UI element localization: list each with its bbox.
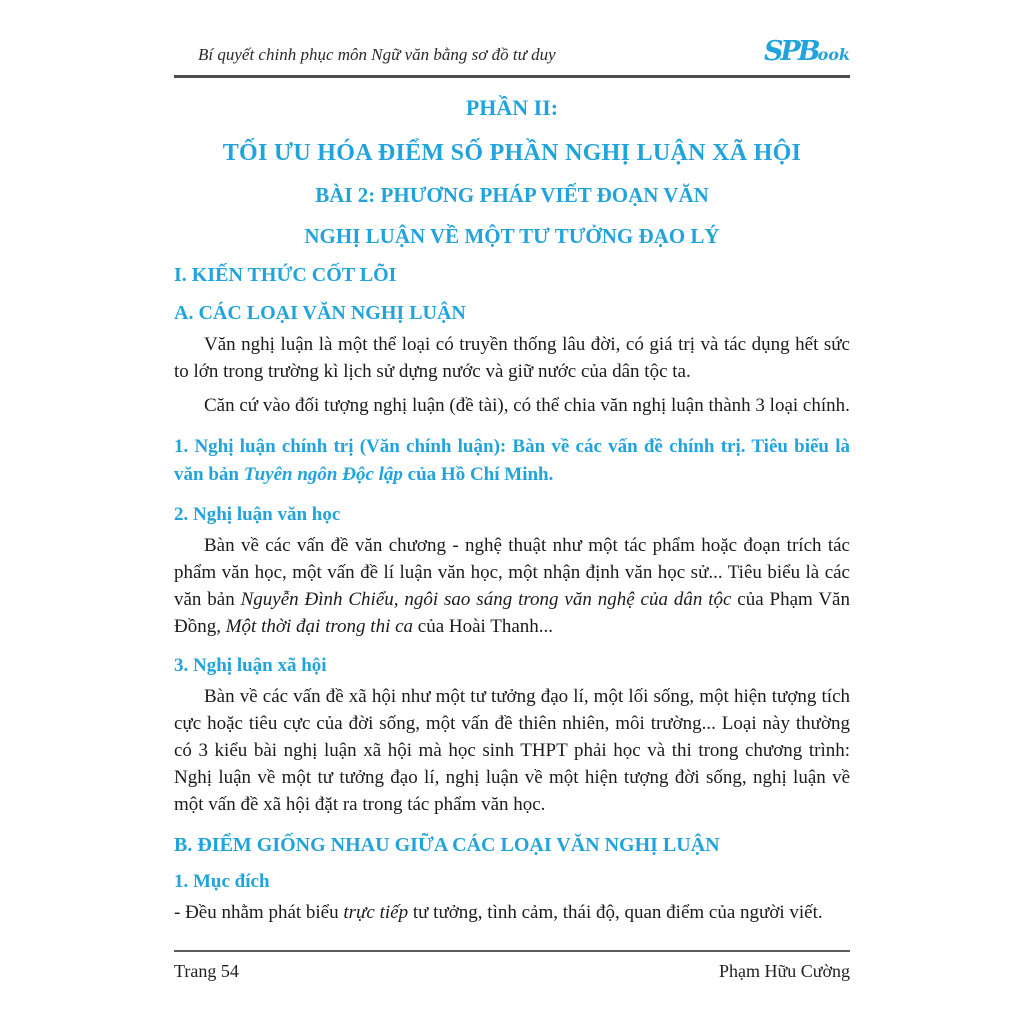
item2-text-mid: của Phạm Văn Đồng, [174, 588, 850, 637]
mucdich-emphasis: trực tiếp [343, 901, 409, 923]
item1-text-end: của Hồ Chí Minh. [402, 464, 554, 486]
sub-heading-muc-dich: 1. Mục đích [174, 870, 270, 892]
item1-work-title: Tuyên ngôn Độc lập [243, 464, 403, 486]
section-heading-b: B. ĐIỂM GIỐNG NHAU GIỮA CÁC LOẠI VĂN NGHỊ LUẬN [174, 833, 720, 856]
list-item-3-heading: 3. Nghị luận xã hội [174, 654, 327, 676]
muc-dich-body [174, 900, 850, 927]
page-header [174, 38, 850, 78]
list-item-3-body: Bàn về các vấn đề xã hội như một tư tưởng đạo lí, một lối sống, một hiện tượng tích cực hoặc tiêu cực của đời sống, một vấn đề thiên nhiên, môi trường... Loại này thường có 3 kiểu bài nghị luận xã hội mà học sinh THPT phải học và thi trong chương trình: Nghị luận về một tư tưởng đạo lí, nghị luận về một hiện tượng đời sống, nghị luận về một vấn đề xã hội đặt ra trong tác phẩm văn học. [174, 685, 850, 815]
spbook-logo-main: SPB [763, 36, 818, 67]
list-item-2-body [174, 533, 850, 641]
page-content [174, 0, 850, 950]
mucdich-text: - Đều nhằm phát biểu [174, 901, 344, 923]
spbook-logo-suffix: ook [817, 45, 850, 64]
page-number: Trang 54 [174, 961, 239, 981]
page-footer [174, 950, 850, 982]
part-title: TỐI ƯU HÓA ĐIỂM SỐ PHẦN NGHỊ LUẬN XÃ HỘI [222, 140, 802, 166]
part-label: PHẦN II: [465, 95, 559, 120]
mucdich-text-end: tư tưởng, tình cảm, thái độ, quan điểm của người viết. [408, 901, 823, 923]
author-name: Phạm Hữu Cường [718, 961, 850, 981]
page-footer-wrap [174, 950, 850, 1024]
section-heading-a: A. CÁC LOẠI VĂN NGHỊ LUẬN [174, 302, 466, 324]
item1-text: 1. Nghị luận chính trị (Văn chính luận): Bàn về các vấn đề chính trị. Tiêu biểu là văn bản [174, 435, 850, 486]
lesson-title-line1: BÀI 2: PHƯƠNG PHÁP VIẾT ĐOẠN VĂN [315, 183, 709, 207]
running-header-title: Bí quyết chinh phục môn Ngữ văn bằng sơ đồ tư duy [198, 45, 556, 64]
section-heading-i: I. KIẾN THỨC CỐT LÕI [174, 264, 397, 286]
item2-work-title-1: Nguyễn Đình Chiểu, ngôi sao sáng trong văn nghệ của dân tộc [240, 588, 732, 610]
lesson-title-line2: NGHỊ LUẬN VỀ MỘT TƯ TƯỞNG ĐẠO LÝ [304, 224, 720, 248]
item2-work-title-2: Một thời đại trong thi ca [225, 615, 414, 637]
paragraph-can-cu: Căn cứ vào đối tượng nghị luận (đề tài), có thể chia văn nghị luận thành 3 loại chính. [204, 394, 850, 416]
item2-text: Bàn về các vấn đề văn chương - nghệ thuật như một tác phẩm hoặc đoạn trích tác phẩm văn học, một vấn đề lí luận văn học, một nhận định văn học sử... Tiêu biểu là các văn bản [174, 534, 850, 610]
item2-text-end: của Hoài Thanh... [413, 615, 554, 637]
title-block [174, 95, 850, 249]
list-item-1-nghi-luan-chinh-tri [174, 433, 850, 490]
paragraph-van-nghi-luan: Văn nghị luận là một thể loại có truyền thống lâu đời, có giá trị và tác dụng hết sức to lớn trong trường kì lịch sử dựng nước và giữ nước của dân tộc ta. [174, 334, 850, 382]
list-item-2-heading: 2. Nghị luận văn học [174, 503, 341, 525]
spbook-logo [764, 38, 850, 65]
